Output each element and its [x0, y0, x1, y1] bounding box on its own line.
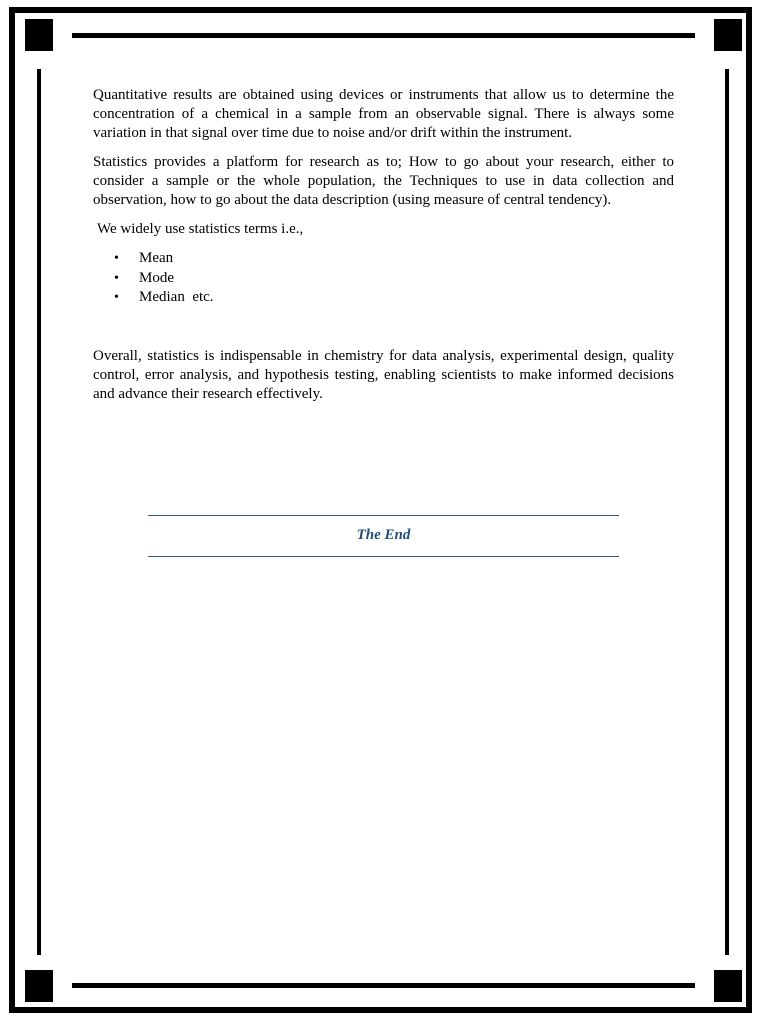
bullet-icon: •	[114, 290, 119, 305]
corner-block-bottom-left	[25, 970, 53, 1002]
corner-block-top-right	[714, 19, 742, 51]
the-end-label: The End	[356, 527, 411, 543]
list-item-label: Mean	[139, 250, 174, 266]
paragraph-quantitative-results: Quantitative results are obtained using devices or instruments that allow us to determine the concentration of a chemical in a sample from an observable signal. There is always some variation in that signal over time due to noise and/or drift within the instrument.	[93, 87, 674, 141]
paragraph-statistics-terms-intro: We widely use statistics terms i.e.,	[97, 221, 304, 237]
list-item-label: Mode	[139, 269, 174, 286]
statistics-terms-list	[93, 249, 674, 308]
border-bar-top	[72, 33, 695, 38]
list-item	[93, 288, 674, 308]
border-bar-left	[37, 69, 41, 955]
bullet-icon: •	[114, 251, 119, 266]
bullet-icon: •	[114, 270, 119, 286]
list-item	[93, 269, 674, 289]
list-item-label: Median etc.	[139, 289, 214, 305]
corner-block-top-left	[25, 19, 53, 51]
document-body	[93, 86, 674, 414]
the-end-banner	[148, 515, 619, 557]
border-bar-bottom	[72, 983, 695, 988]
paragraph-statistics-platform: Statistics provides a platform for research as to; How to go about your research, either to consider a sample or the whole population, the Techniques to use in data collection and observation, how to go about the data description (using measure of central tendency).	[93, 154, 674, 208]
list-item	[93, 249, 674, 269]
paragraph-overall-conclusion: Overall, statistics is indispensable in chemistry for data analysis, experimental design, quality control, error analysis, and hypothesis testing, enabling scientists to make informed decisions and advance their research effectively.	[93, 347, 674, 402]
border-bar-right	[725, 69, 729, 955]
corner-block-bottom-right	[714, 970, 742, 1002]
